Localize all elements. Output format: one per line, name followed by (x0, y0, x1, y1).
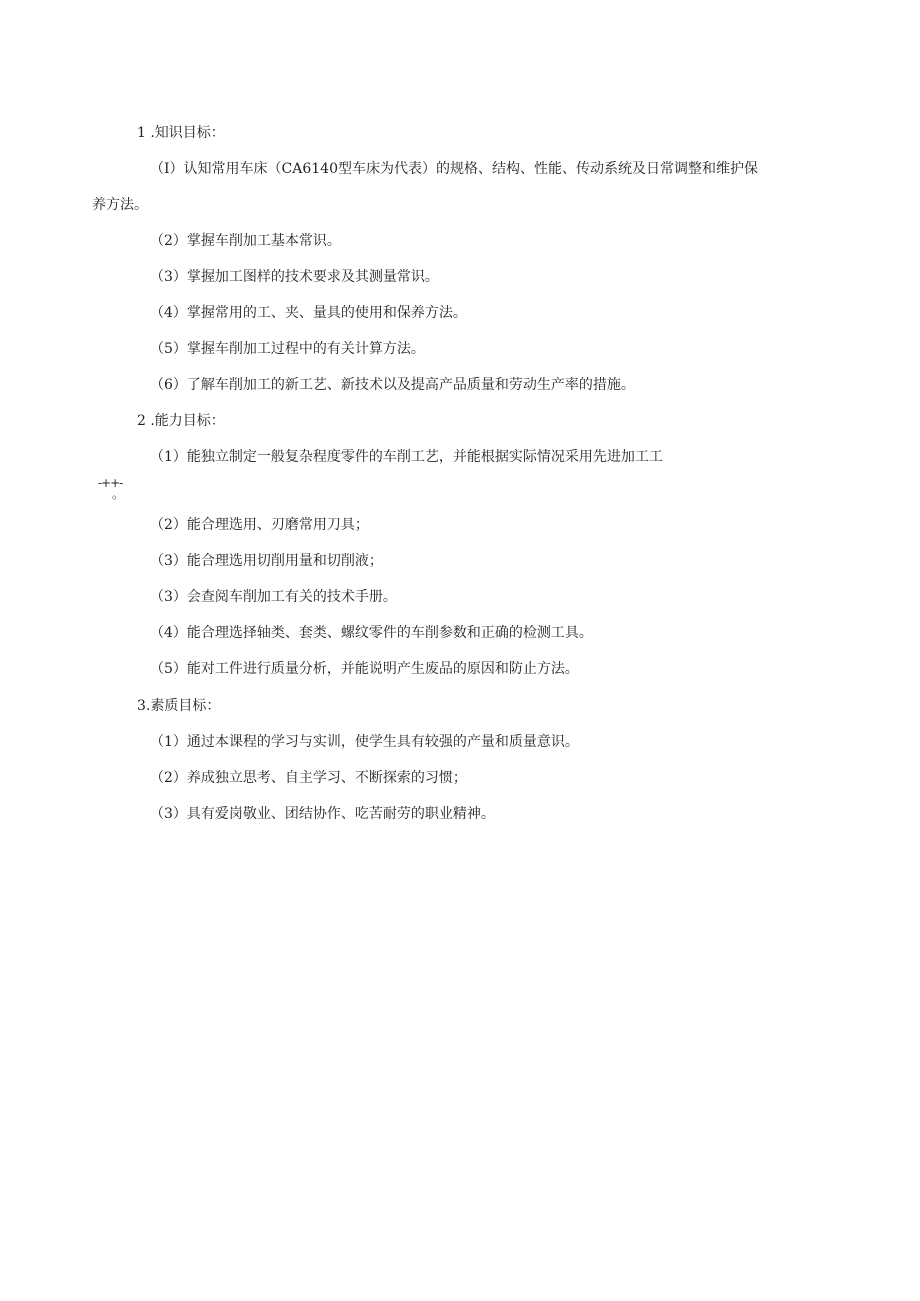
list-item: （2）养成独立思考、自主学习、不断探索的习惯； (150, 770, 467, 786)
list-item: （3）能合理选用切削用量和切削液； (150, 553, 383, 569)
list-item: （3）掌握加工图样的技术要求及其测量常识。 (150, 269, 439, 285)
list-item: （5）能对工件进行质量分析，并能说明产生废品的原因和防止方法。 (150, 661, 579, 677)
section-heading-knowledge: 1 .知识目标： (137, 125, 225, 141)
list-item-continuation: 养方法。 (92, 197, 148, 213)
list-item: （3）具有爱岗敬业、团结协作、吃苦耐劳的职业精神。 (150, 806, 495, 822)
list-item: （4）能合理选择轴类、套类、螺纹零件的车削参数和正确的检测工具。 (150, 625, 593, 641)
list-item: （5）掌握车削加工过程中的有关计算方法。 (150, 341, 425, 357)
text-fragment: -++- (98, 476, 123, 490)
section-heading-quality: 3.素质目标： (137, 698, 221, 714)
list-item: （2）掌握车削加工基本常识。 (150, 233, 341, 249)
list-item: （I）认知常用车床（CA6140型车床为代表）的规格、结构、性能、传动系统及日常调整和维护保 (150, 161, 758, 177)
list-item: （3）会查阅车削加工有关的技术手册。 (150, 589, 397, 605)
list-item: （6）了解车削加工的新工艺、新技术以及提高产品质量和劳动生产率的措施。 (150, 377, 635, 393)
list-item: （1）能独立制定一般复杂程度零件的车削工艺，并能根据实际情况采用先进加工工 (150, 449, 663, 465)
text-fragment: 。 (112, 487, 125, 501)
list-item: （1）通过本课程的学习与实训，使学生具有较强的产量和质量意识。 (150, 734, 579, 750)
list-item: （2）能合理选用、刃磨常用刀具； (150, 517, 369, 533)
list-item: （4）掌握常用的工、夹、量具的使用和保养方法。 (150, 305, 467, 321)
section-heading-ability: 2 .能力目标： (137, 413, 225, 429)
